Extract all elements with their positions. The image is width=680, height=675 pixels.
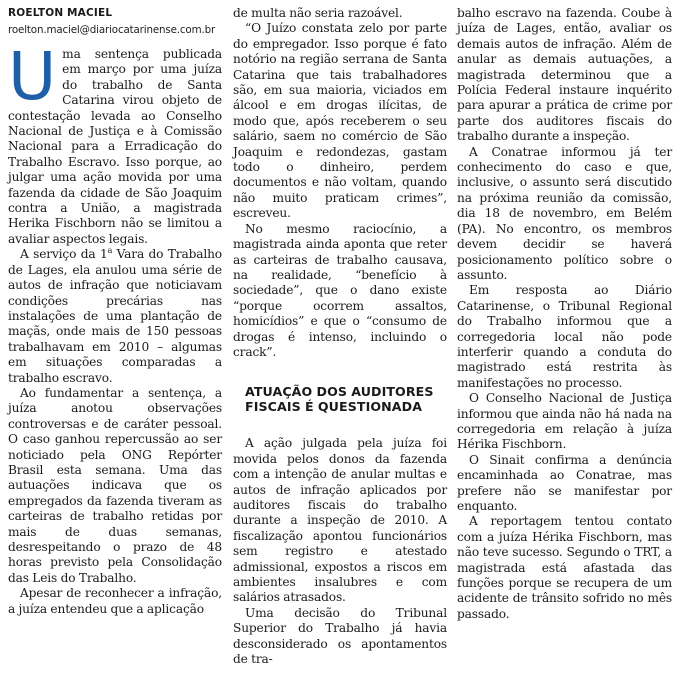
paragraph: O Sinait confirma a denúncia encaminhada ao Conatrae, mas prefere não se manifestar por enquanto. [457, 452, 672, 513]
column-2 [233, 6, 447, 667]
lead-text: ma sentença publicada em março por uma juíza do trabalho de Santa Catarina virou objeto de contestação levada ao Conselho Nacional de Justiça e à Comissão Nacional para a Erradicação do Trabalho Escravo. Isso porque, ao julgar uma ação movida por uma fazenda da cidade de São Joaquim contra a União, a magistrada Herika Fischborn não se limitou a avaliar aspectos legais. [8, 47, 222, 246]
paragraph: balho escravo na fazenda. Coube à juíza de Lages, então, avaliar os demais autos de infração. Além de anular as demais autuações, a magistrada determinou que a Polícia Federal instaure inquérito para apurar a prática de crime por parte dos auditores fiscais do trabalho durante a inspeção. [457, 6, 672, 144]
paragraph: A reportagem tentou contato com a juíza Hérika Fischborn, mas não teve sucesso. Segundo o TRT, a magistrada está afastada das funções porque se recupera de um acidente de trânsito sofrido no mês passado. [457, 514, 672, 621]
paragraph: A Conatrae informou já ter conhecimento do caso e que, inclusive, o assunto será discutido na próxima reunião da comissão, dia 18 de novembro, em Belém (PA). No encontro, os membros devem decidir se haverá posicionamento político sobre o assunto. [457, 144, 672, 282]
paragraph-text: Vara do Trabalho de Lages, ela anulou uma série de autos de infração que noticiavam condições precárias nas instalações de uma plantação de maçãs, onde mais de 150 pessoas trabalhavam em 2010 – algumas em situações comparadas a trabalho escravo. [8, 247, 222, 385]
paragraph: Apesar de reconhecer a infração, a juíza entendeu que a aplicação [8, 586, 222, 616]
paragraph-text: A serviço da 1 [20, 247, 108, 262]
section-subheading [245, 384, 447, 414]
paragraph [8, 247, 222, 386]
paragraph: de multa não seria razoável. [233, 6, 403, 20]
author-name: ROELTON MACIEL [8, 7, 113, 19]
author-email: roelton.maciel@diariocatarinense.com.br [8, 24, 216, 36]
lead-paragraph [8, 38, 222, 247]
paragraph: No mesmo raciocínio, a magistrada ainda aponta que reter as carteiras de trabalho causava, na realidade, “benefício à sociedade”, que o dano existe “porque ocorrem assaltos, homicídios” e que o “consumo de drogas é intenso, incluindo o crack”. [233, 221, 447, 359]
ordinal-superscript: a [107, 246, 113, 256]
subheading-line: FISCAIS É QUESTIONADA [245, 399, 423, 415]
paragraph: Uma decisão do Tribunal Superior do Trabalho já havia desconsiderado os apontamentos de tra- [233, 605, 447, 667]
paragraph: Ao fundamentar a sentença, a juíza anotou observações controversas e de caráter pessoal. O caso ganhou repercussão ao ser noticiado pela ONG Repórter Brasil esta semana. Uma das autuações indicava que os empregados da fazenda tiveram as carteiras de trabalho retidas por mais de duas semanas, desrespeitando o prazo de 48 horas previsto pela Consolidação das Leis do Trabalho. [8, 385, 222, 585]
drop-cap: U [8, 38, 57, 115]
paragraph: O Conselho Nacional de Justiça informou que ainda não há nada na corregedoria em relação à juíza Hérika Fischborn. [457, 391, 672, 452]
subheading-line: ATUAÇÃO DOS AUDITORES [245, 384, 434, 400]
column-3 [457, 6, 672, 622]
paragraph: Em resposta ao Diário Catarinense, o Tribunal Regional do Trabalho informou que a corregedoria local não pode interferir quando a conduta do magistrado está restrita às manifestações no processo. [457, 283, 672, 390]
paragraph: “O Juízo constata zelo por parte do empregador. Isso porque é fato notório na região serrana de Santa Catarina que tais trabalhadores são, em sua maioria, viciados em álcool e em drogas ilícitas, de modo que, após receberem o seu salário, saem no comércio de São Joaquim e redondezas, gastam todo o dinheiro, perdem documentos e não voltam, quando não muito praticam crimes”, escreveu. [233, 21, 447, 221]
column-1 [8, 6, 222, 617]
paragraph: A ação julgada pela juíza foi movida pelos donos da fazenda com a intenção de anular multas e autos de infração aplicados por auditores fiscais do trabalho durante a inspeção de 2010. A fiscalização apontou funcionários sem registro e atestado admissional, expostos a riscos em ambientes insalubres e com salários atrasados. [233, 436, 447, 605]
